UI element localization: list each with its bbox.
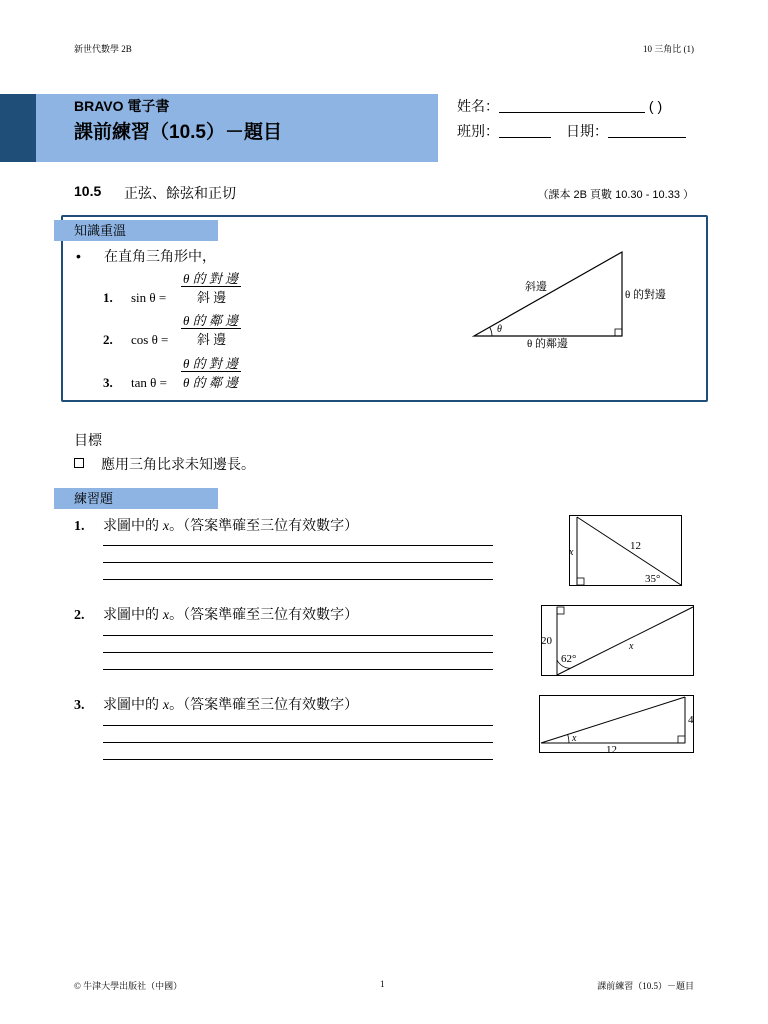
formula-number: 2. [103,332,113,347]
goal-text: 應用三角比求未知邊長。 [101,456,255,472]
side-label: 12 [630,540,641,552]
triangle-hypotenuse [557,607,693,675]
angle-label: 62° [561,653,577,665]
question-number: 1. [74,519,85,534]
angle-label: θ [497,324,502,335]
answer-line[interactable] [103,759,493,760]
figure-frame [570,516,682,586]
name-blank[interactable] [499,98,645,113]
answer-line[interactable] [103,545,493,546]
fraction-denominator: θ 的 鄰 邊 [183,375,239,390]
question-2-figure [541,605,695,677]
bullet: • [76,248,81,264]
variable-label: x [569,547,574,558]
tangent-formula [103,356,239,391]
page-number: 1 [380,979,385,989]
series-label: BRAVO 電子書 [74,98,170,114]
practice-label: 練習題 [54,488,218,509]
question-text-post: 。（答案準確至三位有效數字） [169,696,359,712]
banner-accent-bar [0,94,36,162]
question-number: 3. [74,698,85,713]
formula-fraction [181,353,241,388]
question-1-figure [569,515,683,587]
section-number: 10.5 [74,183,102,199]
right-angle-marker [678,736,685,743]
question-variable: x [162,608,170,623]
date-blank[interactable] [608,123,686,138]
fraction-denominator: 斜 邊 [197,332,227,347]
variable-label: x [572,733,577,744]
intro-text: 在直角三角形中， [104,248,216,264]
formula-fraction [181,268,241,303]
hypotenuse-label: 斜邊 [525,281,547,293]
page-title: 課前練習（10.5）－題目 [74,122,282,143]
question-1 [74,515,358,535]
fraction-denominator: 斜 邊 [197,290,227,305]
answer-line[interactable] [103,652,493,653]
answer-line[interactable] [103,579,493,580]
goal-checkbox[interactable] [74,458,84,468]
figure-frame [542,606,694,676]
angle-arc [490,328,492,337]
triangle-hypotenuse [577,517,681,585]
right-triangle-diagram [470,246,690,356]
opposite-side-label: θ 的對邊 [625,289,667,301]
fraction-numerator: θ 的 鄰 邊 [183,313,239,328]
side-label: 20 [541,635,552,647]
answer-line[interactable] [103,742,493,743]
date-label: 日期： [566,123,608,139]
answer-line[interactable] [103,635,493,636]
formula-fraction [181,310,241,345]
goal-item [74,454,255,474]
question-text-post: 。（答案準確至三位有效數字） [169,606,359,622]
cosine-formula [103,313,239,348]
side-label: 12 [606,744,617,754]
question-text-pre: 求圖中的 [103,606,163,622]
class-field[interactable] [457,121,551,141]
triangle-hypotenuse [541,697,685,743]
running-header-right: 10 三角比 (1) [643,44,694,54]
key-points-intro [76,246,216,266]
question-variable: x [162,698,170,713]
class-blank[interactable] [499,123,551,138]
name-label: 姓名： [457,98,499,114]
answer-line[interactable] [103,669,493,670]
answer-line[interactable] [103,562,493,563]
question-number: 2. [74,608,85,623]
date-field[interactable] [566,121,686,141]
variable-label: x [629,641,634,652]
textbook-reference: （課本 2B 頁數 10.30 - 10.33 ） [537,189,694,201]
angle-arc [568,735,569,744]
question-2 [74,604,358,624]
class-label: 班別： [457,123,499,139]
angle-label: 35° [645,573,661,585]
fraction-numerator: θ 的 對 邊 [183,271,239,286]
question-3-figure [539,695,695,754]
goals-heading: 目標 [74,432,102,448]
right-angle-marker [615,329,622,336]
formula-number: 3. [103,375,113,390]
question-text-post: 。（答案準確至三位有效數字） [169,517,359,533]
section-title: 正弦、餘弦和正切 [124,185,236,201]
fraction-numerator: θ 的 對 邊 [183,356,239,371]
formula-lhs: sin θ = [131,290,167,305]
right-angle-marker [557,607,564,614]
key-points-label: 知識重溫 [54,220,218,241]
question-3 [74,694,358,714]
formula-number: 1. [103,290,113,305]
footer-title: 課前練習（10.5）－題目 [597,981,694,991]
right-angle-marker [577,578,584,585]
side-label: 4 [688,714,694,726]
question-text-pre: 求圖中的 [103,517,163,533]
answer-line[interactable] [103,725,493,726]
footer-copyright: © 牛津大學出版社（中國） [74,981,183,991]
class-number-paren: ( ) [648,98,663,114]
formula-lhs: tan θ = [131,375,167,390]
formula-lhs: cos θ = [131,332,169,347]
name-field[interactable] [457,96,662,116]
running-header-left: 新世代數學 2B [74,44,132,54]
adjacent-side-label: θ 的鄰邊 [527,338,569,350]
sine-formula [103,271,239,306]
question-variable: x [162,519,170,534]
question-text-pre: 求圖中的 [103,696,163,712]
